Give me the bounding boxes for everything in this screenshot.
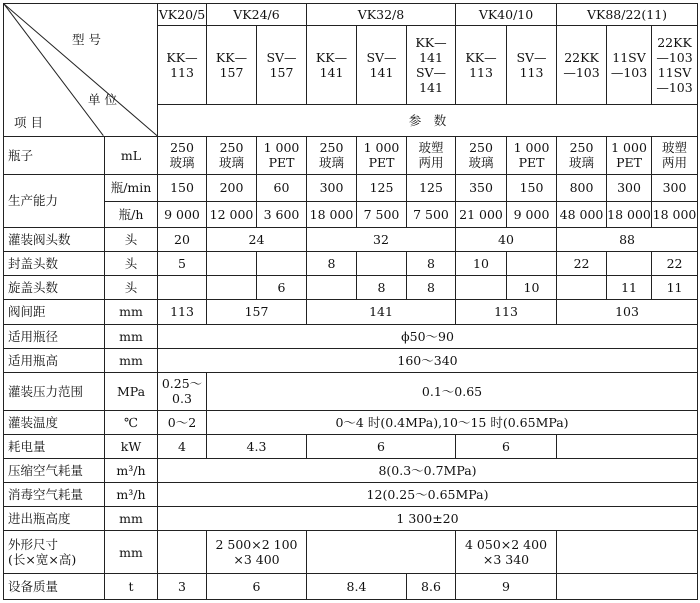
- value-cell: [207, 252, 257, 276]
- row-label: 消毒空气耗量: [4, 483, 105, 507]
- header-group-row: [4, 4, 698, 26]
- row-capacity-hour: [4, 201, 698, 227]
- row-unit: mm: [105, 324, 158, 348]
- value-cell: 24: [207, 228, 307, 252]
- capacity-min-cell: 150: [158, 174, 207, 201]
- bottle-cell: 250 玻璃: [456, 136, 507, 174]
- value-cell: 10: [456, 252, 507, 276]
- capacity-min-cell: 350: [456, 174, 507, 201]
- params-header: 参 数: [158, 104, 698, 136]
- value-cell: 6: [456, 435, 557, 459]
- row-power: [4, 435, 698, 459]
- value-cell: 157: [207, 300, 307, 324]
- value-cell: [557, 276, 607, 300]
- row-label: 灌装压力范围: [4, 372, 105, 410]
- value-cell: 160～340: [158, 348, 698, 372]
- bottle-cell: 1 000 PET: [607, 136, 652, 174]
- model-header: 11SV —103: [607, 26, 652, 104]
- capacity-min-cell: 60: [257, 174, 307, 201]
- row-unit: mL: [105, 136, 158, 174]
- row-dimensions: [4, 531, 698, 573]
- row-label: 适用瓶径: [4, 324, 105, 348]
- value-cell: 6: [207, 573, 307, 599]
- value-cell: 141: [307, 300, 456, 324]
- model-header: KK— 157: [207, 26, 257, 104]
- value-cell: 11: [652, 276, 698, 300]
- bottle-cell: 玻塑 两用: [652, 136, 698, 174]
- value-cell: 32: [307, 228, 456, 252]
- value-cell: 6: [307, 435, 456, 459]
- row-inlet-height: [4, 507, 698, 531]
- row-label: 瓶子: [4, 136, 105, 174]
- value-cell: 8: [307, 252, 357, 276]
- value-cell: 8: [407, 276, 456, 300]
- row-unit: ℃: [105, 410, 158, 434]
- bottle-cell: 250 玻璃: [207, 136, 257, 174]
- value-cell: 113: [158, 300, 207, 324]
- value-cell: 8.4: [307, 573, 407, 599]
- value-cell: 4: [158, 435, 207, 459]
- value-cell: 5: [158, 252, 207, 276]
- capacity-hour-cell: 12 000: [207, 201, 257, 227]
- row-label: 灌装温度: [4, 410, 105, 434]
- row-label: 适用瓶高: [4, 348, 105, 372]
- row-unit: mm: [105, 348, 158, 372]
- capacity-hour-cell: 18 000: [307, 201, 357, 227]
- value-cell: [456, 276, 507, 300]
- value-cell: [607, 252, 652, 276]
- row-label: 进出瓶高度: [4, 507, 105, 531]
- bottle-cell: 玻塑 两用: [407, 136, 456, 174]
- value-cell: 22: [652, 252, 698, 276]
- corner-model-label: 型 号: [72, 32, 101, 47]
- corner-item-label: 项 目: [14, 115, 43, 130]
- capacity-min-cell: 800: [557, 174, 607, 201]
- capacity-hour-cell: 18 000: [652, 201, 698, 227]
- row-label: 外形尺寸 (长×宽×高): [4, 531, 105, 573]
- row-unit: 瓶/min: [105, 174, 158, 201]
- value-cell: 12(0.25～0.65MPa): [158, 483, 698, 507]
- row-unit: 瓶/h: [105, 201, 158, 227]
- bottle-cell: 1 000 PET: [507, 136, 557, 174]
- capacity-hour-cell: 21 000: [456, 201, 507, 227]
- model-header: SV— 157: [257, 26, 307, 104]
- model-header: KK— 113: [456, 26, 507, 104]
- value-cell: [507, 252, 557, 276]
- row-unit: kW: [105, 435, 158, 459]
- row-bottle: [4, 136, 698, 174]
- capacity-hour-cell: 7 500: [357, 201, 407, 227]
- row-capacity-min: [4, 174, 698, 201]
- capacity-min-cell: 300: [652, 174, 698, 201]
- bottle-cell: 250 玻璃: [158, 136, 207, 174]
- row-sterile-air: [4, 483, 698, 507]
- capacity-min-cell: 125: [407, 174, 456, 201]
- value-cell: 8.6: [407, 573, 456, 599]
- value-cell: 20: [158, 228, 207, 252]
- value-cell: 8: [407, 252, 456, 276]
- bottle-cell: 1 000 PET: [257, 136, 307, 174]
- value-cell: 22: [557, 252, 607, 276]
- row-unit: m³/h: [105, 483, 158, 507]
- capacity-hour-cell: 9 000: [158, 201, 207, 227]
- row-label: 灌装阀头数: [4, 228, 105, 252]
- capacity-hour-cell: 48 000: [557, 201, 607, 227]
- row-unit: MPa: [105, 372, 158, 410]
- row-filling-temp: [4, 410, 698, 434]
- capacity-min-cell: 300: [607, 174, 652, 201]
- value-cell: [557, 573, 698, 599]
- value-cell: 4 050×2 400 ×3 340: [456, 531, 557, 573]
- group-header: VK40/10: [456, 4, 557, 26]
- row-label: 耗电量: [4, 435, 105, 459]
- row-label: 封盖头数: [4, 252, 105, 276]
- value-cell: 113: [456, 300, 557, 324]
- value-cell: 6: [257, 276, 307, 300]
- value-cell: 3: [158, 573, 207, 599]
- capacity-hour-cell: 7 500: [407, 201, 456, 227]
- value-cell: 0.25～ 0.3: [158, 372, 207, 410]
- value-cell: [557, 531, 698, 573]
- row-unit: mm: [105, 507, 158, 531]
- capacity-min-cell: 200: [207, 174, 257, 201]
- capacity-min-cell: 300: [307, 174, 357, 201]
- model-header: 22KK —103 11SV —103: [652, 26, 698, 104]
- capacity-hour-cell: 9 000: [507, 201, 557, 227]
- value-cell: [158, 276, 207, 300]
- value-cell: 0～4 时(0.4MPa),10～15 时(0.65MPa): [207, 410, 698, 434]
- value-cell: 103: [557, 300, 698, 324]
- group-header: VK88/22(11): [557, 4, 698, 26]
- value-cell: ϕ50～90: [158, 324, 698, 348]
- value-cell: 10: [507, 276, 557, 300]
- value-cell: 0～2: [158, 410, 207, 434]
- group-header: VK20/5: [158, 4, 207, 26]
- row-label: 阀间距: [4, 300, 105, 324]
- value-cell: 11: [607, 276, 652, 300]
- value-cell: [307, 531, 456, 573]
- bottle-cell: 1 000 PET: [357, 136, 407, 174]
- row-unit: 头: [105, 228, 158, 252]
- capacity-hour-cell: 3 600: [257, 201, 307, 227]
- model-header: SV— 141: [357, 26, 407, 104]
- capacity-hour-cell: 18 000: [607, 201, 652, 227]
- group-header: VK24/6: [207, 4, 307, 26]
- bottle-cell: 250 玻璃: [557, 136, 607, 174]
- row-filling-pressure: [4, 372, 698, 410]
- row-bottle-diameter: [4, 324, 698, 348]
- row-label: 压缩空气耗量: [4, 459, 105, 483]
- value-cell: 0.1～0.65: [207, 372, 698, 410]
- bottle-cell: 250 玻璃: [307, 136, 357, 174]
- value-cell: [207, 276, 257, 300]
- row-screw-heads: [4, 276, 698, 300]
- value-cell: 2 500×2 100 ×3 400: [207, 531, 307, 573]
- capacity-min-cell: 150: [507, 174, 557, 201]
- row-compressed-air: [4, 459, 698, 483]
- model-header: 22KK —103: [557, 26, 607, 104]
- value-cell: 40: [456, 228, 557, 252]
- capacity-min-cell: 125: [357, 174, 407, 201]
- group-header: VK32/8: [307, 4, 456, 26]
- value-cell: 4.3: [207, 435, 307, 459]
- value-cell: 9: [456, 573, 557, 599]
- value-cell: [257, 252, 307, 276]
- model-header: KK— 141: [307, 26, 357, 104]
- row-unit: 头: [105, 252, 158, 276]
- row-unit: mm: [105, 300, 158, 324]
- value-cell: [557, 435, 698, 459]
- row-unit: 头: [105, 276, 158, 300]
- value-cell: 8: [357, 276, 407, 300]
- row-valve-pitch: [4, 300, 698, 324]
- spec-table: [3, 3, 698, 600]
- row-unit: t: [105, 573, 158, 599]
- row-label: 旋盖头数: [4, 276, 105, 300]
- value-cell: 1 300±20: [158, 507, 698, 531]
- row-filling-heads: [4, 228, 698, 252]
- row-unit: m³/h: [105, 459, 158, 483]
- row-weight: [4, 573, 698, 599]
- corner-unit-label: 单 位: [88, 92, 117, 107]
- model-header: KK— 113: [158, 26, 207, 104]
- row-capping-heads: [4, 252, 698, 276]
- value-cell: [357, 252, 407, 276]
- row-unit: mm: [105, 531, 158, 573]
- value-cell: [158, 531, 207, 573]
- value-cell: 88: [557, 228, 698, 252]
- model-header: KK— 141 SV— 141: [407, 26, 456, 104]
- row-label: 生产能力: [4, 174, 105, 227]
- model-header: SV— 113: [507, 26, 557, 104]
- value-cell: [307, 276, 357, 300]
- row-bottle-height: [4, 348, 698, 372]
- value-cell: 8(0.3～0.7MPa): [158, 459, 698, 483]
- row-label: 设备质量: [4, 573, 105, 599]
- header-corner: [4, 4, 158, 137]
